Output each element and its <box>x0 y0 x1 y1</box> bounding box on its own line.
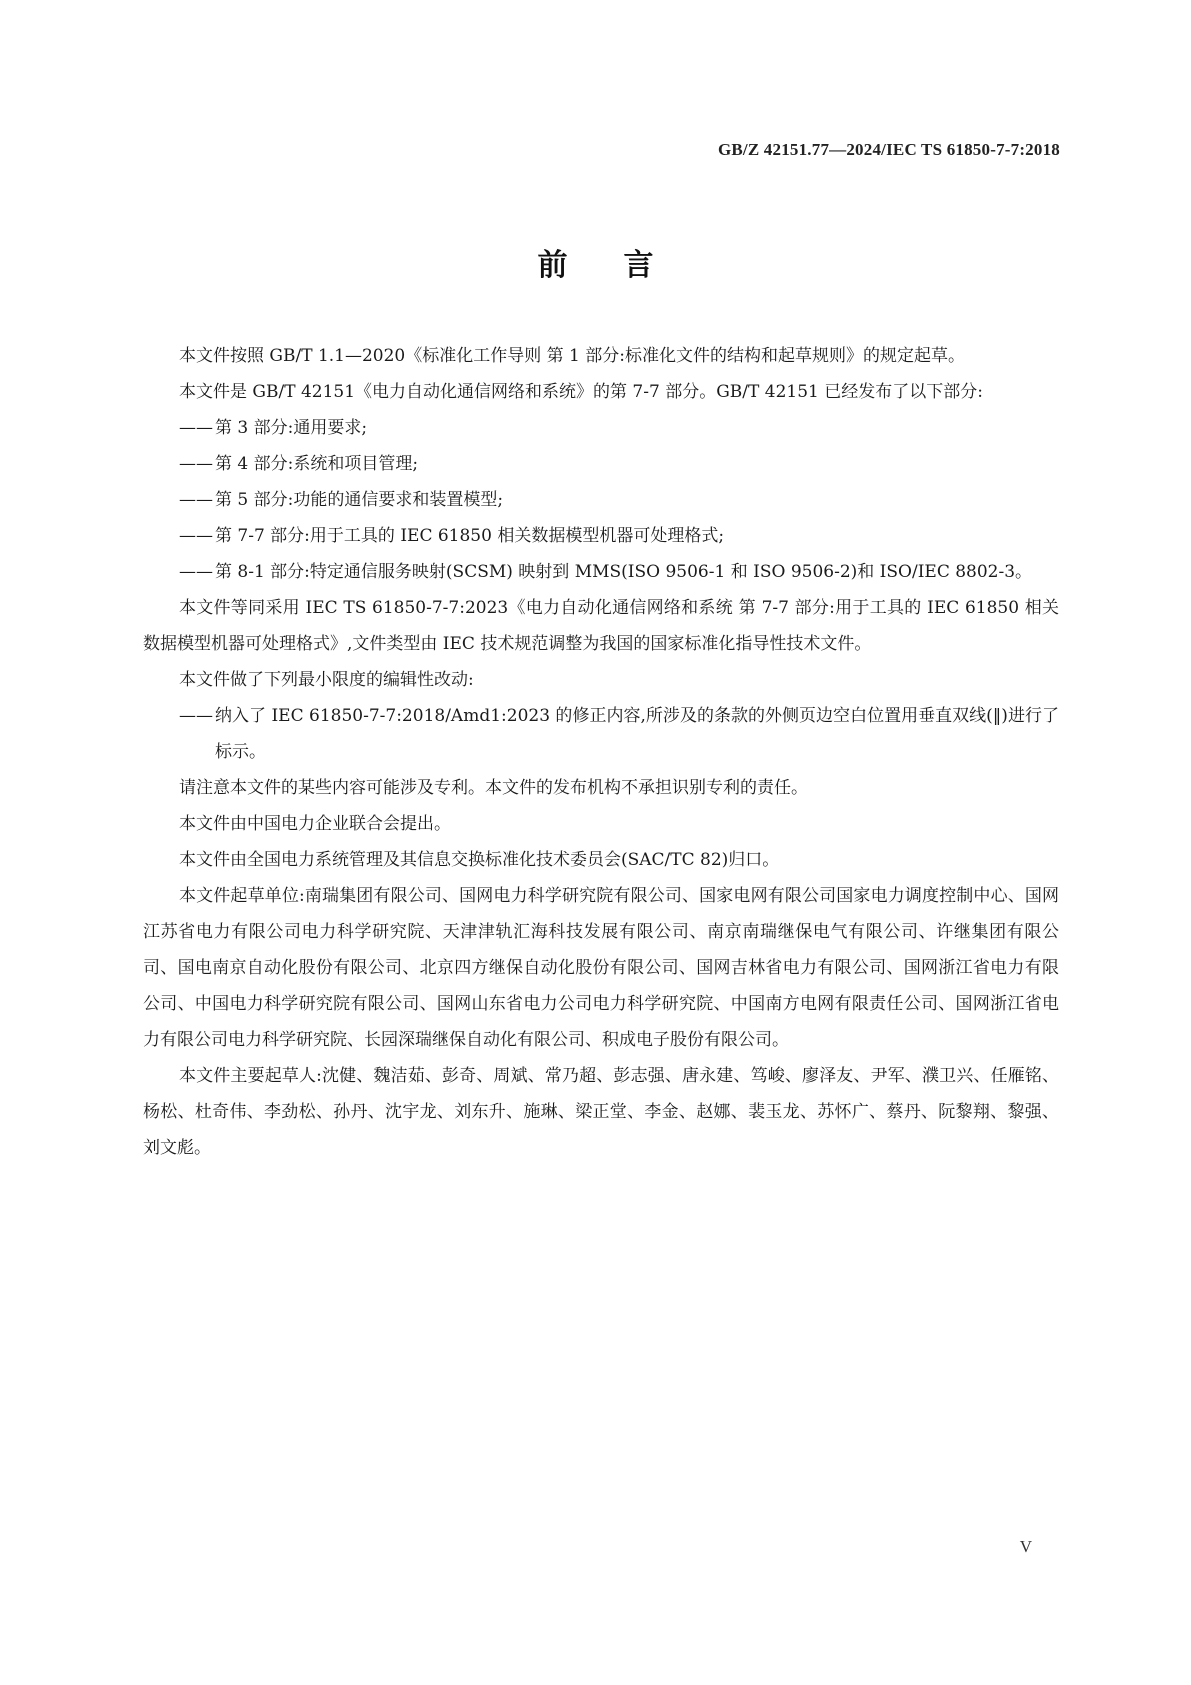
paragraph-patent-notice: 请注意本文件的某些内容可能涉及专利。本文件的发布机构不承担识别专利的责任。 <box>179 778 808 798</box>
list-item-change: —— 纳入了 IEC 61850-7-7:2018/Amd1:2023 的修正内容,所涉及的条款的外侧页边空白位置用垂直双线(‖)进行了标示。 <box>143 698 1059 770</box>
list-dash: —— <box>179 418 213 438</box>
paragraph-changes-intro: 本文件做了下列最小限度的编辑性改动: <box>179 670 474 690</box>
paragraph-drafting-rules: 本文件按照 GB/T 1.1—2020《标准化工作导则 第 1 部分:标准化文件的结构和起草规则》的规定起草。 <box>179 346 965 366</box>
list-item-part: —— 第 4 部分:系统和项目管理; <box>143 446 1059 482</box>
paragraph-series-intro: 本文件是 GB/T 42151《电力自动化通信网络和系统》的第 7-7 部分。GB/T 42151 已经发布了以下部分: <box>179 382 983 402</box>
foreword-body <box>143 338 1059 1166</box>
list-item-part: —— 第 5 部分:功能的通信要求和装置模型; <box>143 482 1059 518</box>
list-item-part: —— 第 7-7 部分:用于工具的 IEC 61850 相关数据模型机器可处理格式; <box>143 518 1059 554</box>
paragraph-proposer: 本文件由中国电力企业联合会提出。 <box>179 814 451 834</box>
list-dash: —— <box>179 526 213 546</box>
standard-code: GB/Z 42151.77—2024/IEC TS 61850-7-7:2018 <box>717 140 1060 159</box>
list-item-part: —— 第 3 部分:通用要求; <box>143 410 1059 446</box>
list-dash: —— <box>179 562 213 582</box>
page-title: 前言 <box>537 248 710 283</box>
list-dash: —— <box>179 454 213 474</box>
paragraph-adoption: 本文件等同采用 IEC TS 61850-7-7:2023《电力自动化通信网络和系统 第 7-7 部分:用于工具的 IEC 61850 相关数据模型机器可处理格式》,文件类型由 IEC 技术规范调整为我国的国家标准化指导性技术文件。 <box>143 598 1059 654</box>
list-dash: —— <box>179 706 213 726</box>
page-number: V <box>1019 1537 1032 1556</box>
paragraph-drafting-units: 本文件起草单位:南瑞集团有限公司、国网电力科学研究院有限公司、国家电网有限公司国家电力调度控制中心、国网江苏省电力有限公司电力科学研究院、天津津轨汇海科技发展有限公司、南京南瑞继保电气有限公司、许继集团有限公司、国电南京自动化股份有限公司、北京四方继保自动化股份有限公司、国网吉林省电力有限公司、国网浙江省电力有限公司、中国电力科学研究院有限公司、国网山东省电力公司电力科学研究院、中国南方电网有限责任公司、国网浙江省电力有限公司电力科学研究院、长园深瑞继保自动化有限公司、积成电子股份有限公司。 <box>143 886 1059 1050</box>
list-dash: —— <box>179 490 213 510</box>
paragraph-drafters: 本文件主要起草人:沈健、魏洁茹、彭奇、周斌、常乃超、彭志强、唐永建、笃峻、廖泽友、尹军、濮卫兴、任雁铭、杨松、杜奇伟、李劲松、孙丹、沈宇龙、刘东升、施琳、梁正堂、李金、赵娜、裴玉龙、苏怀广、蔡丹、阮黎翔、黎强、刘文彪。 <box>143 1066 1059 1158</box>
list-item-part: —— 第 8-1 部分:特定通信服务映射(SCSM) 映射到 MMS(ISO 9506-1 和 ISO 9506-2)和 ISO/IEC 8802-3。 <box>143 554 1059 590</box>
paragraph-committee: 本文件由全国电力系统管理及其信息交换标准化技术委员会(SAC/TC 82)归口。 <box>179 850 780 870</box>
